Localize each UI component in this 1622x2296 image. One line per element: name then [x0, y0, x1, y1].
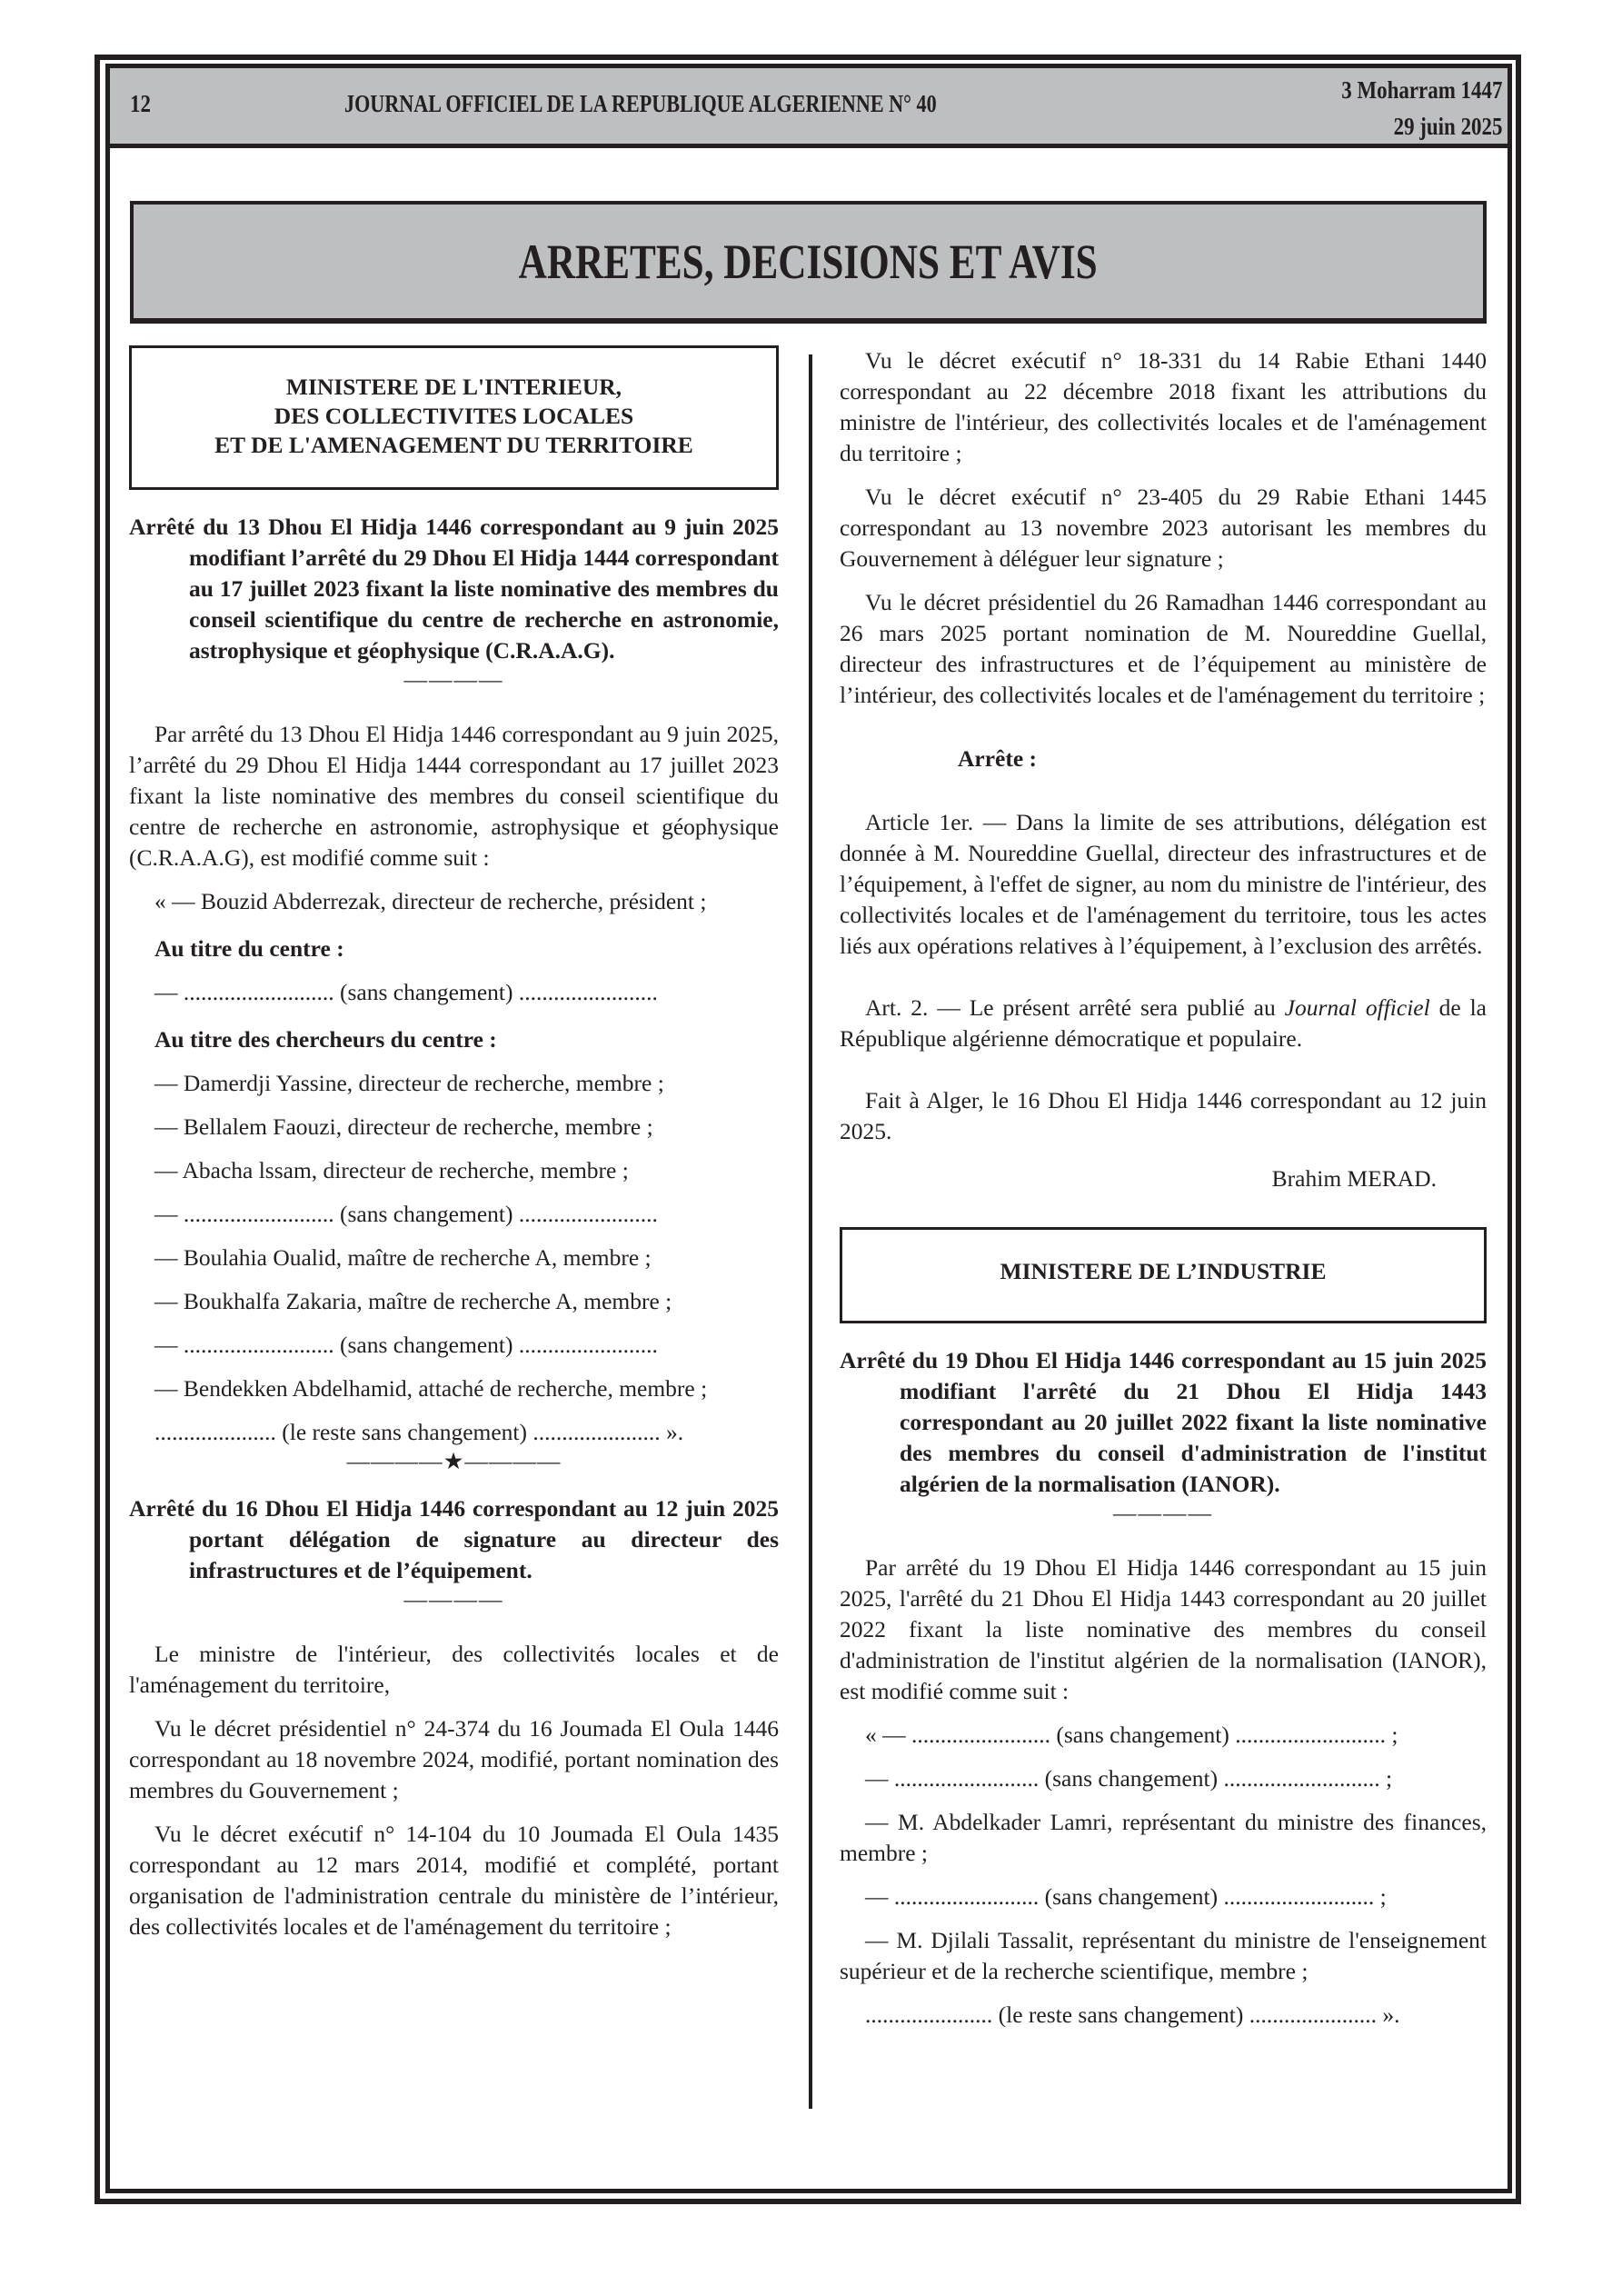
- ministry-line: MINISTERE DE L'INTERIEUR,: [285, 374, 622, 400]
- journal-officiel-italic: Journal officiel: [1284, 994, 1430, 1021]
- list-item: — .......................... (sans changement) ........................: [154, 1201, 658, 1227]
- ministry-line: ET DE L'AMENAGEMENT DU TERRITOIRE: [214, 432, 693, 458]
- signature: Brahim MERAD.: [1271, 1165, 1437, 1192]
- paragraph: Vu le décret présidentiel n° 24-374 du 16 Joumada El Oula 1446 correspondant au 18 novembre 2024, modifié, portant nomination des membres du Gouvernement ;: [129, 1715, 779, 1803]
- list-item: « — Bouzid Abderrezak, directeur de recherche, président ;: [154, 888, 707, 914]
- list-item: — ......................... (sans changement) .......................... ;: [865, 1883, 1387, 1910]
- subheading: Au titre du centre :: [154, 935, 344, 962]
- arrete-title: Arrêté du 19 Dhou El Hidja 1446 correspondant au 15 juin 2025 modifiant l'arrêté du 21 Dhou El Hidja 1443 correspondant au 20 juillet 2022 fixant la liste nominative des membres du conseil d'administration de l'institut algérien de la normalisation (IANOR).: [840, 1347, 1487, 1497]
- closing-line: ..................... (le reste sans changement) ...................... ».: [154, 1419, 684, 1445]
- gregorian-date: 29 juin 2025: [1393, 113, 1502, 140]
- arrete-intro: Par arrêté du 19 Dhou El Hidja 1446 correspondant au 15 juin 2025, l'arrêté du 21 Dhou El Hidja 1443 correspondant au 20 juillet 2022 fixant la liste nominative des membres du conseil d'administration de l'institut algérien de la normalisation (IANOR), est modifié comme suit :: [840, 1554, 1487, 1704]
- column-divider: [809, 354, 812, 2109]
- paragraph: Vu le décret exécutif n° 14-104 du 10 Joumada El Oula 1435 correspondant au 12 mars 2014, modifié et complété, portant organisation de l'administration centrale du ministère de l’intérieur, des collectivités locales et de l'aménagement du territoire ;: [129, 1821, 779, 1940]
- section-banner: [130, 201, 1487, 324]
- article-2: Art. 2. — Le présent arrêté sera publié au Journal officiel de la République algérienne démocratique et populaire.: [840, 994, 1488, 1052]
- ministry-box-interieur: [129, 345, 779, 490]
- closing-line: ...................... (le reste sans changement) ...................... ».: [865, 2002, 1400, 2028]
- subheading: Au titre des chercheurs du centre :: [154, 1026, 497, 1053]
- separator: ————: [403, 666, 504, 693]
- visa-paragraph: Vu le décret exécutif n° 18-331 du 14 Rabie Ethani 1440 correspondant au 22 décembre 2018 fixant les attributions du ministre de l'intérieur, des collectivités locales et de l'aménagement du territoire ;: [840, 347, 1487, 466]
- list-item: — Boukhalfa Zakaria, maître de recherche A, membre ;: [154, 1288, 672, 1314]
- ministry-line: DES COLLECTIVITES LOCALES: [274, 403, 634, 429]
- arrete-intro: Par arrêté du 13 Dhou El Hidja 1446 correspondant au 9 juin 2025, l’arrêté du 29 Dhou El Hidja 1444 correspondant au 17 juillet 2023 fixant la liste nominative des membres du conseil scientifique du centre de recherche en astronomie, astrophysique et géophysique (C.R.A.A.G), est modifié comme suit :: [129, 721, 779, 871]
- separator: ————: [1113, 1500, 1213, 1526]
- list-item: — Boulahia Oualid, maître de recherche A, membre ;: [154, 1244, 652, 1271]
- list-item: — .......................... (sans changement) ........................: [154, 1332, 658, 1358]
- ministry-line: MINISTERE DE L’INDUSTRIE: [1000, 1258, 1327, 1284]
- left-column: [129, 345, 779, 1955]
- paragraph: Le ministre de l'intérieur, des collectivités locales et de l'aménagement du territoire,: [129, 1641, 779, 1698]
- separator: ————: [403, 1586, 504, 1612]
- list-item: — M. Djilali Tassalit, représentant du ministre de l'enseignement supérieur et de la recherche scientifique, membre ;: [840, 1927, 1487, 1984]
- fait-a-alger: Fait à Alger, le 16 Dhou El Hidja 1446 correspondant au 12 juin 2025.: [840, 1087, 1487, 1144]
- journal-header: [110, 68, 1508, 148]
- list-item: — .......................... (sans changement) ........................: [154, 979, 658, 1005]
- list-item: — ......................... (sans changement) ........................... ;: [865, 1765, 1393, 1792]
- issue-dates: [1313, 72, 1502, 145]
- list-item: — Bellalem Faouzi, directeur de recherche, membre ;: [154, 1113, 653, 1140]
- visa-paragraph: Vu le décret exécutif n° 23-405 du 29 Rabie Ethani 1445 correspondant au 13 novembre 2023 autorisant les membres du Gouvernement à déléguer leur signature ;: [840, 484, 1487, 572]
- journal-title: JOURNAL OFFICIEL DE LA REPUBLIQUE ALGERIENNE N° 40: [344, 90, 937, 117]
- list-item: — Bendekken Abdelhamid, attaché de recherche, membre ;: [154, 1375, 708, 1402]
- list-item: « — ........................ (sans changement) .......................... ;: [865, 1722, 1398, 1748]
- right-column: [840, 345, 1487, 2043]
- list-item: — M. Abdelkader Lamri, représentant du ministre des finances, membre ;: [840, 1809, 1487, 1866]
- section-title: ARRETES, DECISIONS ET AVIS: [518, 234, 1099, 289]
- page-number: 12: [130, 90, 151, 117]
- star-separator: ————★————: [346, 1448, 562, 1474]
- arrete-title: Arrêté du 13 Dhou El Hidja 1446 correspondant au 9 juin 2025 modifiant l’arrêté du 29 Dhou El Hidja 1444 correspondant au 17 juillet 2023 fixant la liste nominative des membres du conseil scientifique du centre de recherche en astronomie, astrophysique et géophysique (C.R.A.A.G).: [129, 514, 779, 664]
- list-item: — Damerdji Yassine, directeur de recherche, membre ;: [154, 1070, 664, 1096]
- arrete-label: Arrête :: [958, 745, 1038, 772]
- arrete-title: Arrêté du 16 Dhou El Hidja 1446 correspondant au 12 juin 2025 portant délégation de signature au directeur des infrastructures et de l’équipement.: [129, 1495, 779, 1583]
- article-1: Article 1er. — Dans la limite de ses attributions, délégation est donnée à M. Noureddine Guellal, directeur des infrastructures et de l’équipement, à l'effet de signer, au nom du ministre de l'intérieur, des collectivités locales et de l'aménagement du territoire, tous les actes liés aux opérations relatives à l’équipement, à l’exclusion des arrêtés.: [840, 809, 1487, 959]
- list-item: — Abacha lssam, directeur de recherche, membre ;: [154, 1157, 629, 1183]
- ministry-box-industrie: [840, 1227, 1487, 1323]
- visa-paragraph: Vu le décret présidentiel du 26 Ramadhan 1446 correspondant au 26 mars 2025 portant nomination de M. Noureddine Guellal, directeur des infrastructures et de l’équipement au ministère de l’intérieur, des collectivités locales et de l'aménagement du territoire ;: [840, 589, 1487, 708]
- hijri-date: 3 Moharram 1447: [1340, 76, 1502, 104]
